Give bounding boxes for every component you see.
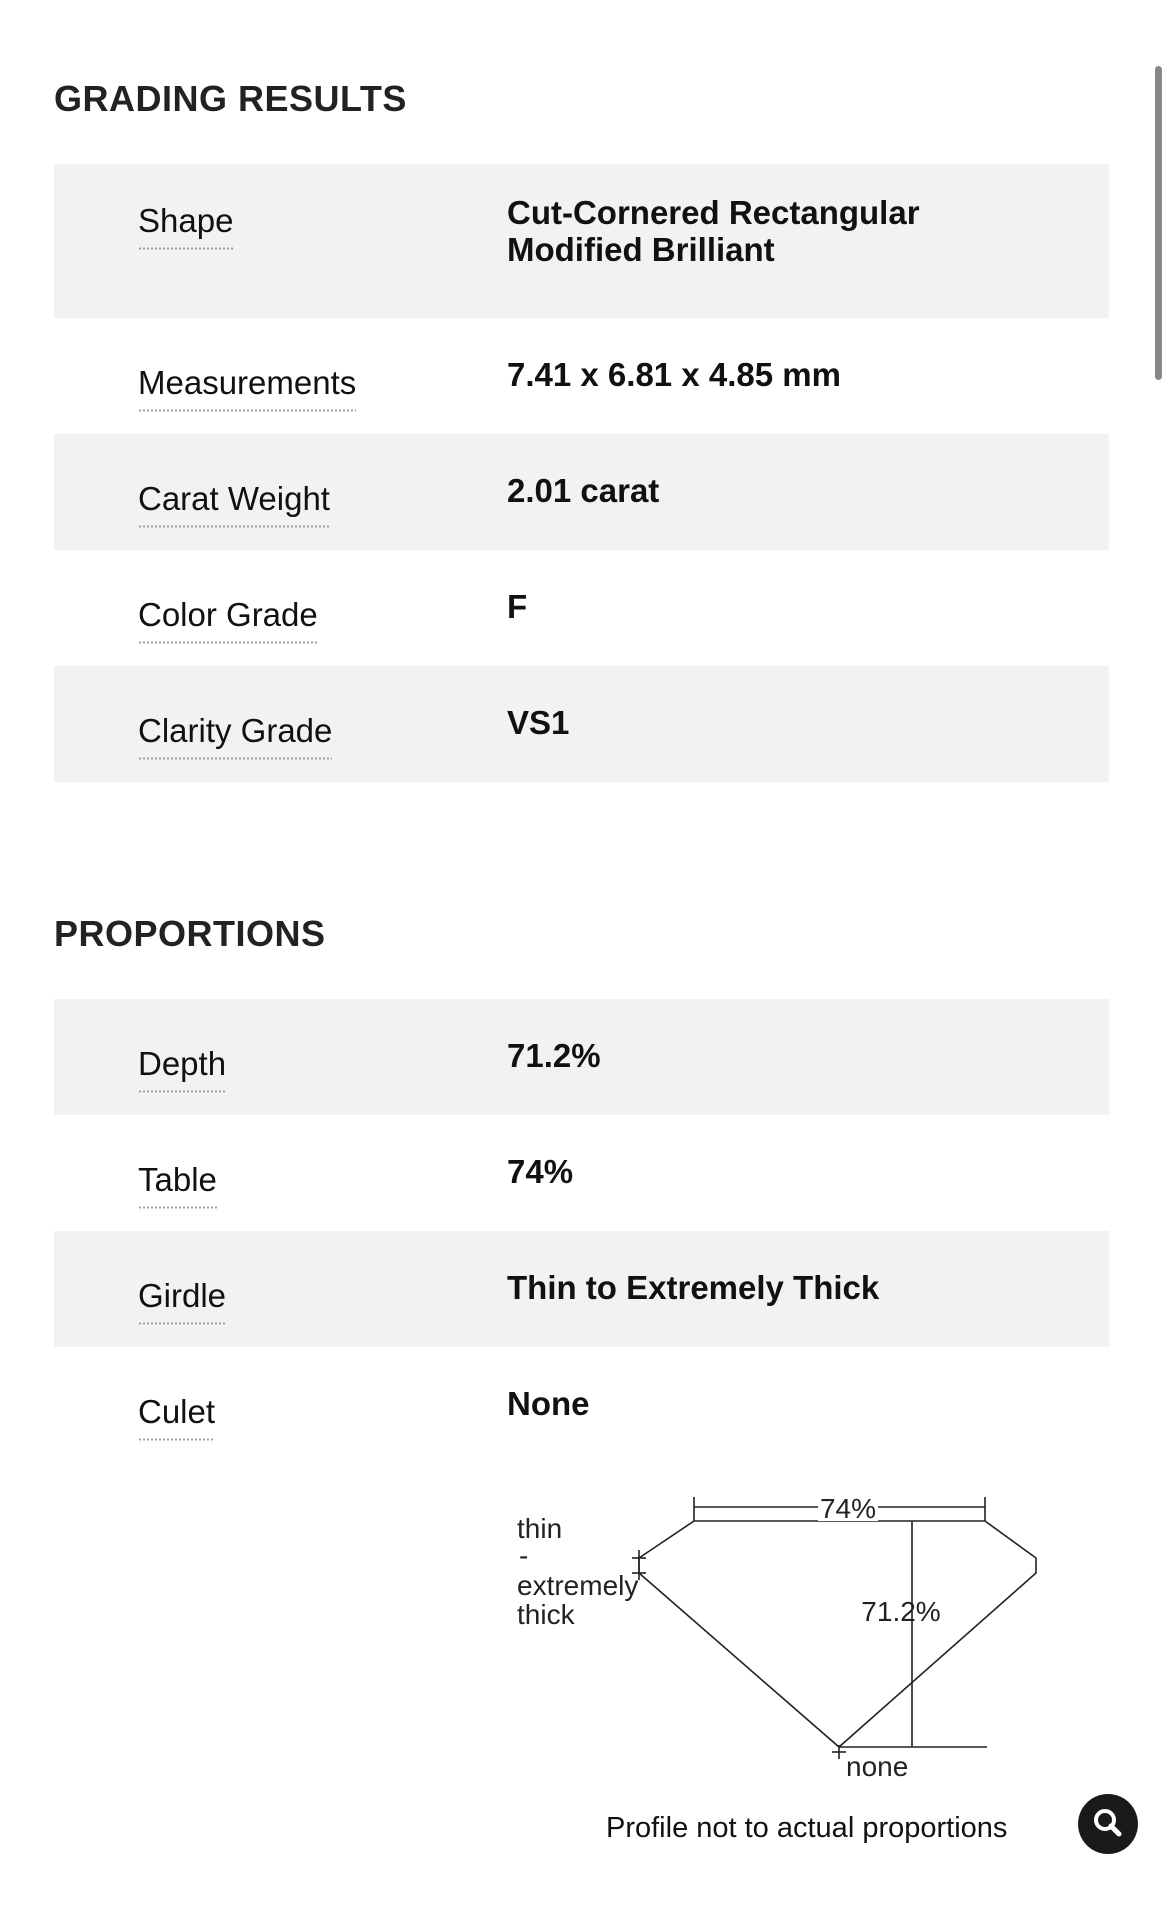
depth-value: 71.2%: [507, 1037, 601, 1074]
measurements-label[interactable]: Measurements: [138, 364, 356, 412]
shape-value-line2: Modified Brilliant: [507, 231, 775, 268]
girdle-label-thick: thick: [517, 1599, 575, 1630]
scrollbar[interactable]: [1155, 66, 1162, 380]
diamond-outline: [639, 1521, 1036, 1747]
table-label[interactable]: Table: [138, 1161, 217, 1209]
table-value: 74%: [507, 1153, 574, 1190]
girdle-label-extremely: extremely: [517, 1570, 639, 1601]
girdle-value: Thin to Extremely Thick: [507, 1269, 880, 1306]
color-grade-value: F: [507, 588, 528, 625]
color-grade-label[interactable]: Color Grade: [138, 596, 318, 644]
shape-value-line1: Cut-Cornered Rectangular: [507, 194, 920, 231]
zoom-button[interactable]: [1078, 1794, 1138, 1854]
diagram-caption: Profile not to actual proportions: [606, 1812, 1008, 1844]
depth-pct-label: 71.2%: [861, 1596, 941, 1627]
girdle-label[interactable]: Girdle: [138, 1277, 226, 1325]
shape-label[interactable]: Shape: [138, 202, 233, 250]
clarity-grade-label[interactable]: Clarity Grade: [138, 712, 332, 760]
carat-weight-value: 2.01 carat: [507, 472, 660, 509]
culet-value: None: [507, 1385, 590, 1422]
grading-results-heading: GRADING RESULTS: [54, 78, 407, 119]
depth-label[interactable]: Depth: [138, 1045, 226, 1093]
proportions-heading: PROPORTIONS: [54, 913, 326, 954]
culet-label[interactable]: Culet: [138, 1393, 215, 1441]
clarity-grade-value: VS1: [507, 704, 570, 741]
girdle-label-dash: -: [519, 1540, 529, 1571]
magnifier-icon: [1078, 1794, 1138, 1854]
girdle-label-thin: thin: [517, 1513, 563, 1544]
measurements-value: 7.41 x 6.81 x 4.85 mm: [507, 356, 841, 393]
culet-diagram-label: none: [846, 1751, 909, 1782]
table-pct-label: 74%: [819, 1493, 877, 1524]
carat-weight-label[interactable]: Carat Weight: [138, 480, 330, 528]
